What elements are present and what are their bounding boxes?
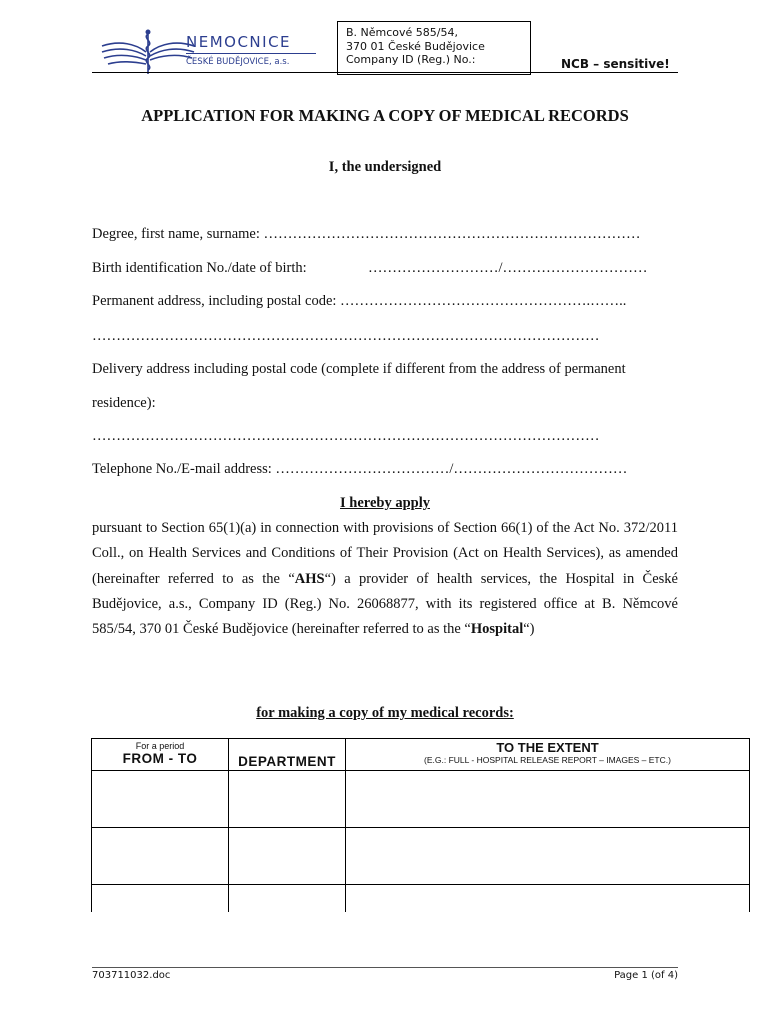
address-line-3: Company ID (Reg.) No.:: [346, 53, 476, 66]
period-header-main: FROM - TO: [122, 751, 198, 766]
address-line-1: B. Němcové 585/54,: [346, 26, 458, 39]
apply-heading: I hereby apply: [340, 495, 430, 511]
address-box: [337, 21, 531, 75]
subtitle: I, the undersigned: [328, 159, 442, 175]
department-header: [229, 739, 346, 771]
delivery-continuation-line: ……………………………………………………………………………………………: [92, 428, 600, 444]
page-break-mask: [85, 912, 765, 972]
copy-heading: for making a copy of my medical records:: [256, 705, 514, 721]
hospital-term: Hospital: [470, 621, 524, 638]
period-cell[interactable]: [92, 771, 229, 828]
table-row: [92, 828, 750, 885]
department-cell[interactable]: [229, 828, 346, 885]
name-field-line: Degree, first name, surname: ……………………………………………………………………: [92, 226, 641, 242]
paragraph-part-2: “) a provider of health services, the Hospital in České Budějovice, a.s., Company ID (Reg.) No. 26068877, with its registered office at B. Němcové 585/54, 370 01 České Budějovice (hereinafter referred to as the “: [92, 570, 678, 638]
birth-field-dots: ………………………/…………………………: [368, 260, 648, 276]
caduceus-icon: [100, 26, 200, 76]
department-header-label: DEPARTMENT: [238, 754, 336, 769]
paragraph-part-1: pursuant to Section 65(1)(a) in connection with provisions of Section 66(1) of the Act No. 372/2011 Coll., on Health Services and Conditions of Their Provision (Act on Health Services), as amended (hereinafter referred to as the “: [92, 520, 678, 587]
legal-paragraph: [92, 516, 678, 642]
department-cell[interactable]: [229, 771, 346, 828]
delivery-label-line-1: Delivery address including postal code (complete if different from the address of permanent: [92, 361, 626, 377]
address-continuation-line: ……………………………………………………………………………………………: [92, 328, 600, 344]
document-title: APPLICATION FOR MAKING A COPY OF MEDICAL RECORDS: [141, 106, 629, 125]
delivery-label-line-2: residence):: [92, 395, 156, 411]
paragraph-part-3: “): [523, 621, 535, 638]
birth-label: Birth identification No./date of birth:: [92, 260, 307, 276]
extent-header-sub: (E.G.: FULL - HOSPITAL RELEASE REPORT – IMAGES – ETC.): [424, 755, 671, 765]
ahs-term: AHS: [294, 570, 325, 587]
address-field-line: Permanent address, including postal code: …………………………………………….……..: [92, 293, 627, 309]
hospital-logo: [100, 26, 322, 76]
extent-header-main: TO THE EXTENT: [496, 740, 599, 755]
logo-name: NEMOCNICE: [186, 33, 292, 51]
sensitivity-label: NCB – sensitive!: [561, 57, 670, 71]
footer-rule: [92, 967, 678, 968]
logo-rule: [186, 53, 316, 54]
address-line-2: 370 01 České Budějovice: [346, 39, 485, 53]
period-cell[interactable]: [92, 828, 229, 885]
period-header: [92, 739, 229, 771]
table-header-row: [92, 739, 750, 771]
extent-cell[interactable]: [346, 828, 750, 885]
footer-page-number: Page 1 (of 4): [614, 970, 678, 981]
telephone-field-line: Telephone No./E-mail address: ………………………………/………………………………: [92, 461, 628, 477]
logo-subtitle: ČESKÉ BUDĚJOVICE, a.s.: [186, 57, 290, 67]
footer-filename: 703711032.doc: [92, 970, 171, 981]
table-row: [92, 771, 750, 828]
extent-header: [346, 739, 750, 771]
extent-cell[interactable]: [346, 771, 750, 828]
period-header-small: For a period: [135, 741, 185, 751]
